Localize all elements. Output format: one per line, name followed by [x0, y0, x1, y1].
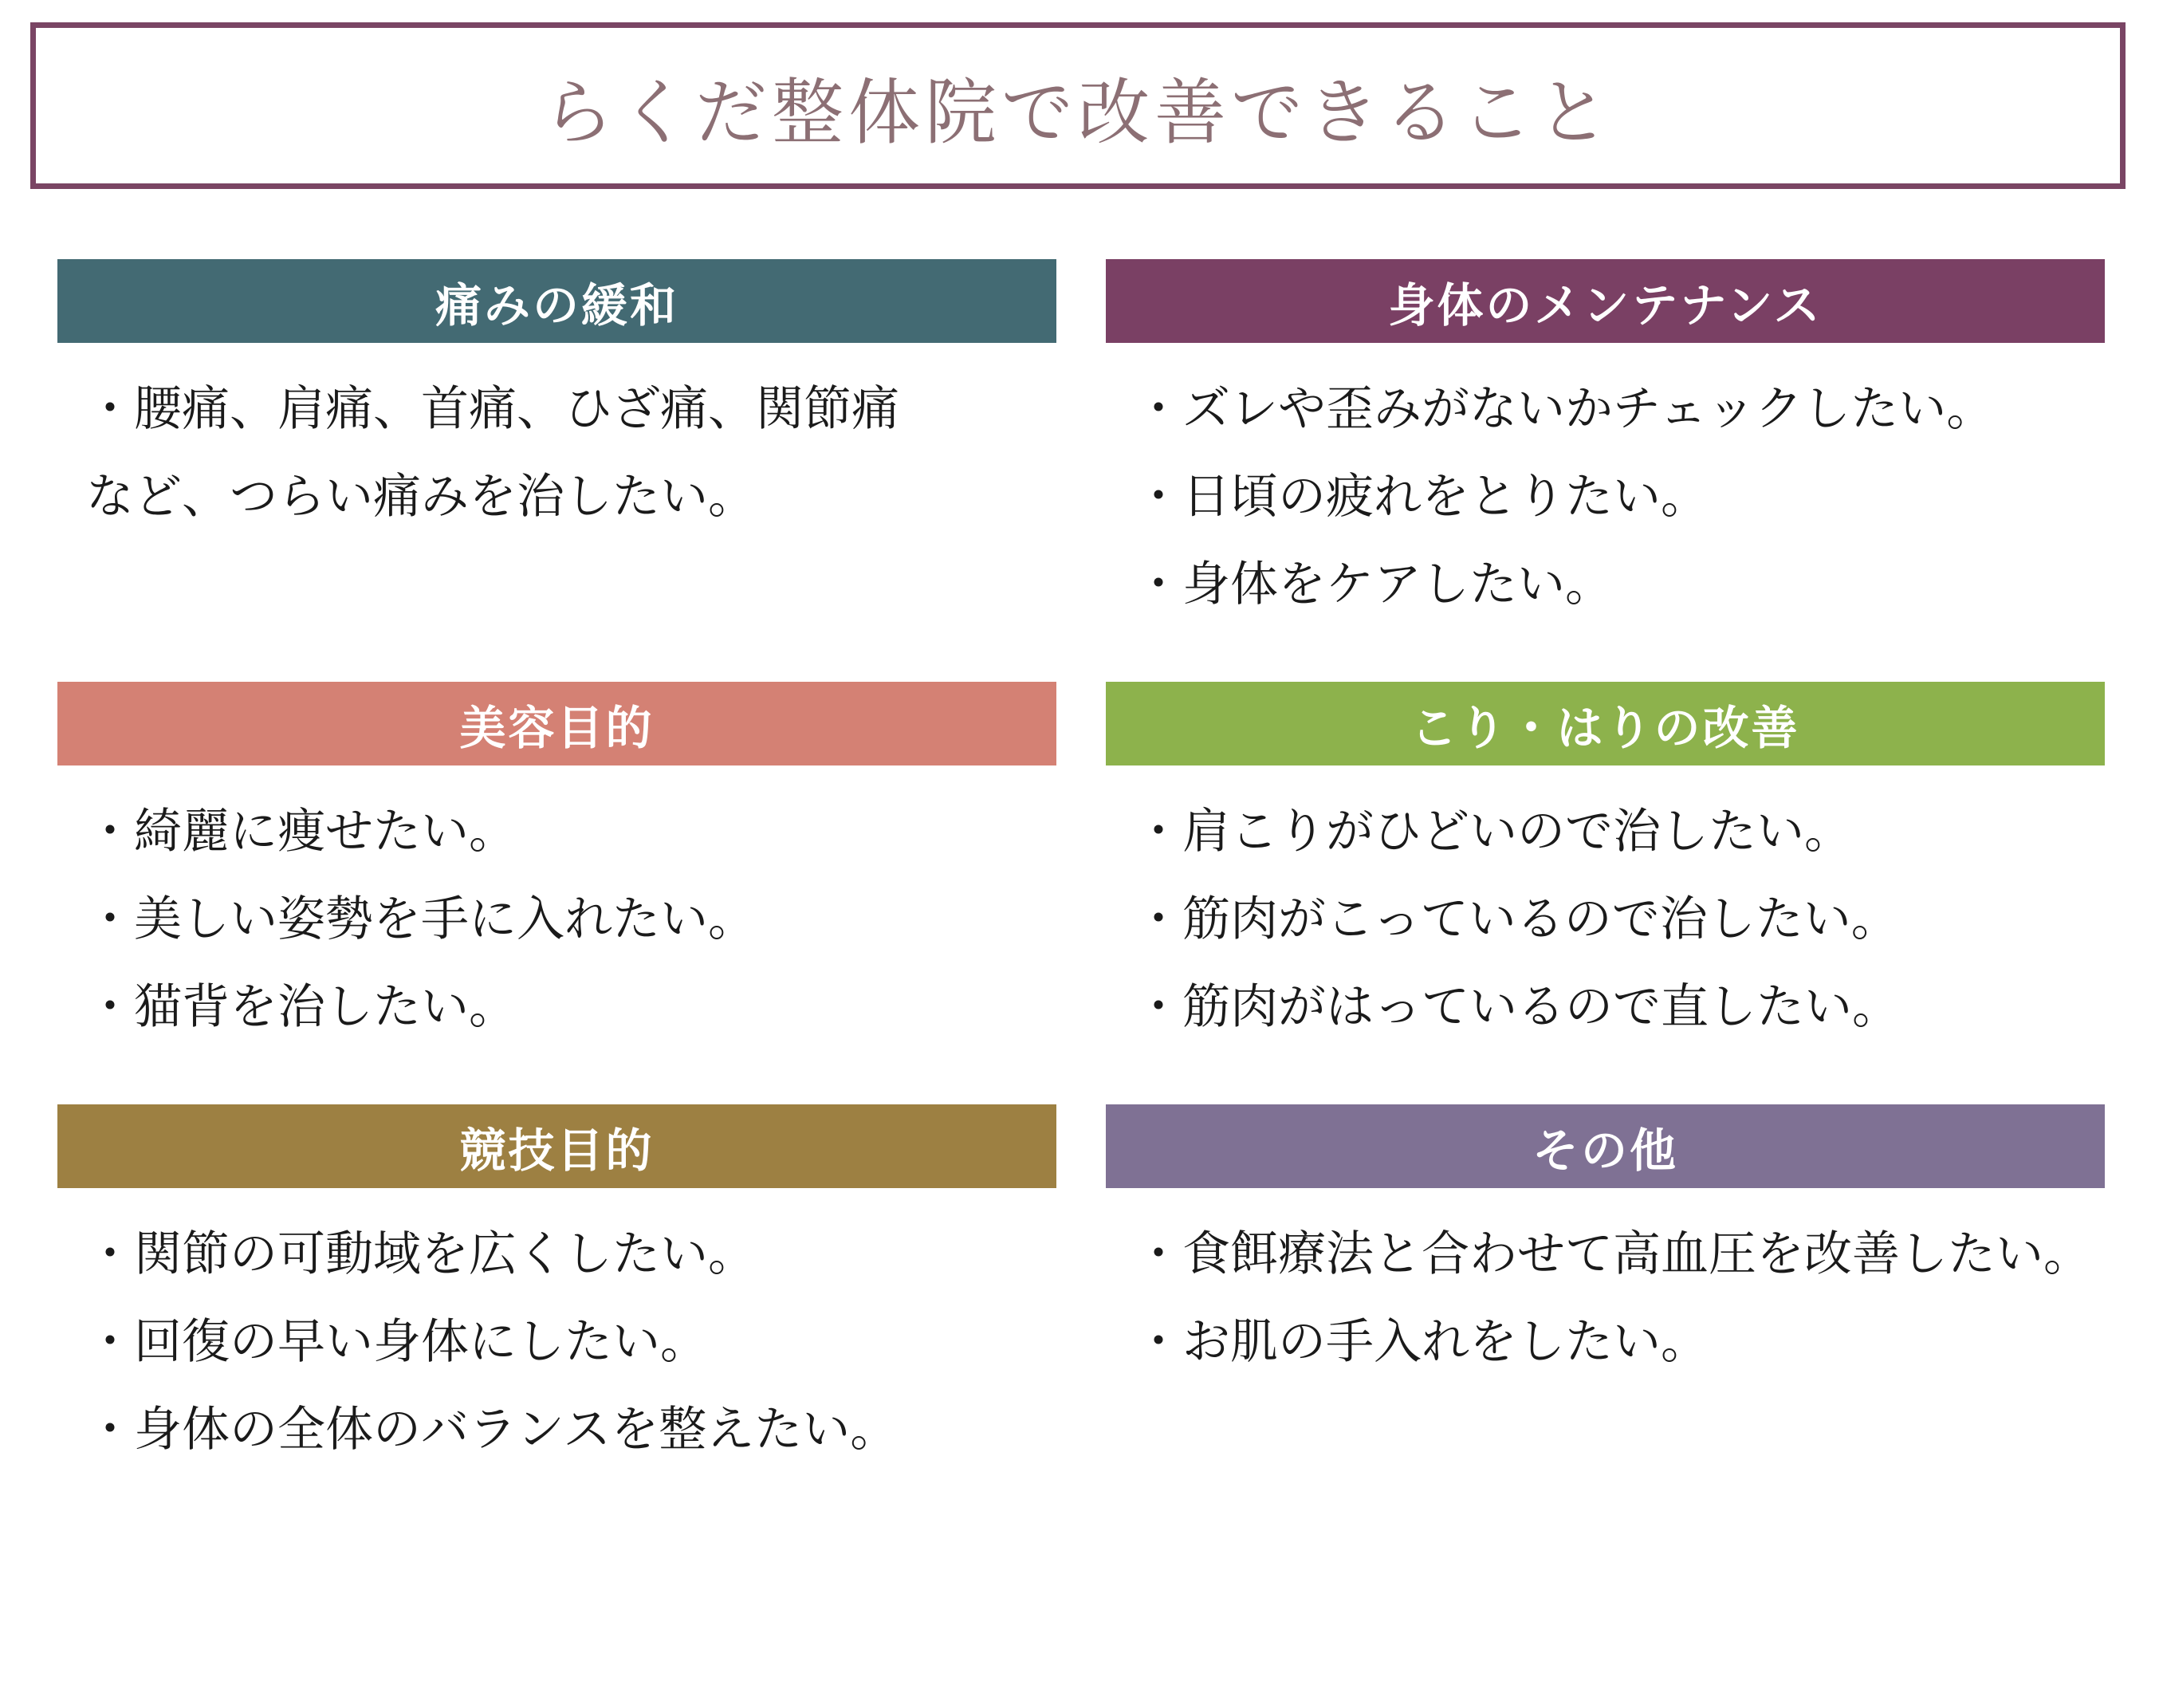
list-item: ・腰痛、肩痛、首痛、ひざ痛、関節痛	[86, 381, 899, 437]
section-athletics	[57, 1104, 1056, 1474]
list-item: ・筋肉がこっているので治したい。	[1135, 891, 1899, 947]
section-header: こり・はりの改善	[1106, 682, 2105, 765]
section-header: 競技目的	[57, 1104, 1056, 1188]
list-item: ・回復の早い身体にしたい。	[86, 1314, 708, 1370]
section-body	[57, 1188, 1056, 1474]
list-item: ・日頃の疲れをとりたい。	[1135, 469, 1709, 525]
section-stiffness	[1106, 682, 2105, 1051]
list-item: ・美しい姿勢を手に入れたい。	[86, 891, 756, 947]
list-item: など、つらい痛みを治したい。	[86, 469, 756, 525]
section-beauty	[57, 682, 1056, 1051]
section-body	[57, 765, 1056, 1051]
page-title: らくだ整体院で改善できること	[542, 70, 1614, 155]
section-body	[1106, 343, 2105, 628]
section-body	[1106, 1188, 2105, 1386]
section-header: 痛みの緩和	[57, 259, 1056, 343]
list-item: ・食餌療法と合わせて高血圧を改善したい。	[1135, 1226, 2091, 1282]
section-body	[57, 343, 1056, 541]
section-header: 美容目的	[57, 682, 1056, 765]
list-item: ・身体をケアしたい。	[1135, 557, 1613, 612]
section-other	[1106, 1104, 2105, 1386]
list-item: ・肩こりがひどいので治したい。	[1135, 804, 1852, 860]
list-item: ・お肌の手入れをしたい。	[1135, 1314, 1709, 1370]
list-item: ・ズレや歪みがないかチェックしたい。	[1135, 381, 1995, 437]
list-item: ・身体の全体のバランスを整えたい。	[86, 1402, 899, 1458]
title-box	[30, 22, 2126, 189]
section-body	[1106, 765, 2105, 1051]
section-header: その他	[1106, 1104, 2105, 1188]
list-item: ・綺麗に痩せたい。	[86, 804, 517, 860]
section-body-maintenance	[1106, 259, 2105, 628]
section-pain-relief	[57, 259, 1056, 541]
list-item: ・筋肉がはっているので直したい。	[1135, 979, 1900, 1035]
section-header: 身体のメンテナンス	[1106, 259, 2105, 343]
list-item: ・猫背を治したい。	[86, 979, 517, 1035]
list-item: ・関節の可動域を広くしたい。	[86, 1226, 756, 1282]
